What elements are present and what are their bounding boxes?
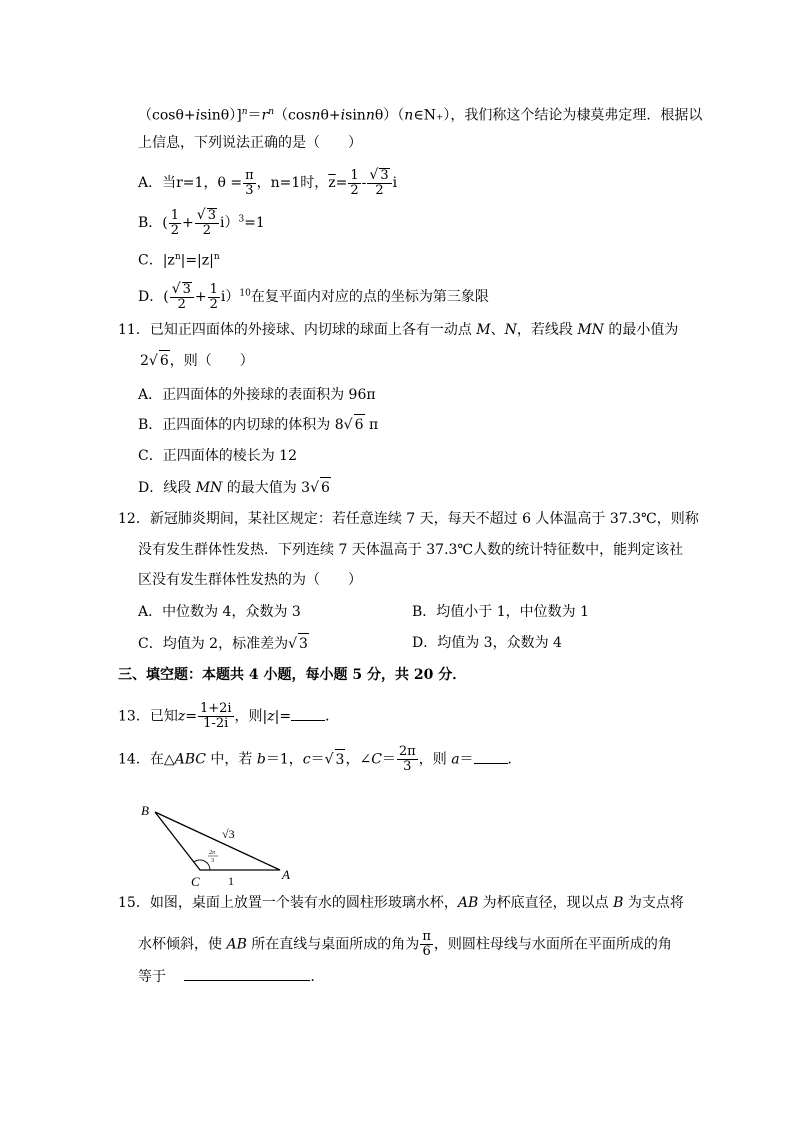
q10-formula-line: $(\cos\theta+isin\theta)]^n=r^n(\cos n\theta+isinn\theta)(n\in N_+)$，我们称这个结论为棣莫弗定理．根据以: [138, 107, 703, 124]
q14-answer-blank[interactable]: [474, 749, 508, 764]
q11-option-a: A．正四面体的外接球的表面积为 96π: [138, 387, 376, 403]
q14: 14．在△ABC 中，若 b＝1，c＝√ 3，∠C＝ $\frac{2\pi}{3}$ ，则 a＝ ．: [118, 744, 522, 774]
q10-option-d: D．( $\frac{√ 3}{2}$ + $\frac{1}{2}$ i）$^{10}$在复平面内对应的点的坐标为第三象限: [138, 281, 489, 312]
q12-stem-line2: 没有发生群体性发热．下列连续 7 天体温高于 37.3℃人数的统计特征数中，能判定该社: [138, 542, 684, 558]
triangle-sides: [155, 812, 280, 870]
q12-option-b: B．均值小于 1，中位数为 1: [412, 604, 590, 620]
q12-stem-line1: 12．新冠肺炎期间，某社区规定：若任意连续 7 天，每天不超过 6 人体温高于 37.3℃，则称: [118, 511, 699, 527]
q12-option-c: C．均值为 2，标准差为√ 3: [138, 633, 309, 654]
q11-option-b: B．正四面体的内切球的体积为 8√ 6 π: [138, 414, 378, 435]
q15-line1: 15．如图，桌面上放置一个装有水的圆柱形玻璃水杯，AB 为杯底直径，现以点 B 为支点将: [118, 895, 684, 911]
angle-c-num: 2π: [209, 850, 216, 856]
q13: 13．已知z= $\frac{1+2i}{1-2i}$ ，则|z|= ．: [118, 701, 340, 731]
angle-c-den: 3: [211, 858, 214, 864]
vertex-b-label: B: [141, 803, 149, 818]
section-heading-fill-blank: 三、填空题：本题共 4 小题，每小题 5 分，共 20 分．: [118, 667, 467, 683]
q13-answer-blank[interactable]: [291, 706, 325, 721]
q15-line2: 水杯倾斜，使 AB 所在直线与桌面所成的角为 $\frac{\pi}{6}$ ，则圆柱母线与水面所在平面所成的角: [138, 929, 672, 959]
q10-option-b: B．( $\frac{1}{2}$ + $\frac{√ 3}{2}$ i）$^3$=1: [138, 207, 265, 238]
q12-option-d: D．均值为 3，众数为 4: [412, 635, 562, 651]
q15-answer-blank[interactable]: [184, 966, 310, 981]
q12-option-a: A．中位数为 4，众数为 3: [138, 604, 301, 620]
side-ca-label: 1: [228, 874, 234, 888]
q15-line3: 等于 ．: [138, 966, 324, 987]
side-ba-label: √3: [222, 827, 235, 841]
vertex-c-label: C: [191, 874, 200, 889]
q10-option-c: C．$|z^n|=|z|^n$: [138, 252, 220, 269]
triangle-figure: [130, 800, 300, 890]
q11-option-d: D．线段 MN 的最大值为 3√ 6: [138, 477, 331, 498]
vertex-a-label: A: [282, 867, 290, 882]
q10-question-end: 上信息，下列说法正确的是（ ）: [138, 135, 362, 151]
q11-option-c: C．正四面体的棱长为 12: [138, 448, 297, 464]
q11-stem-line2: 2√ 6，则（ ）: [140, 350, 254, 371]
q11-stem-line1: 11．已知正四面体的外接球、内切球的球面上各有一动点 M、N，若线段 MN 的最小值为: [118, 322, 679, 338]
q10-option-a: A．当r=1，θ = $\frac{\pi}{3}$ ，n=1时，$\overline{z}=$ $\frac{1}{2}$ - $\frac{√ 3}{2}$ i: [138, 167, 398, 198]
q12-stem-line3: 区没有发生群体性发热的为（ ）: [138, 572, 362, 588]
